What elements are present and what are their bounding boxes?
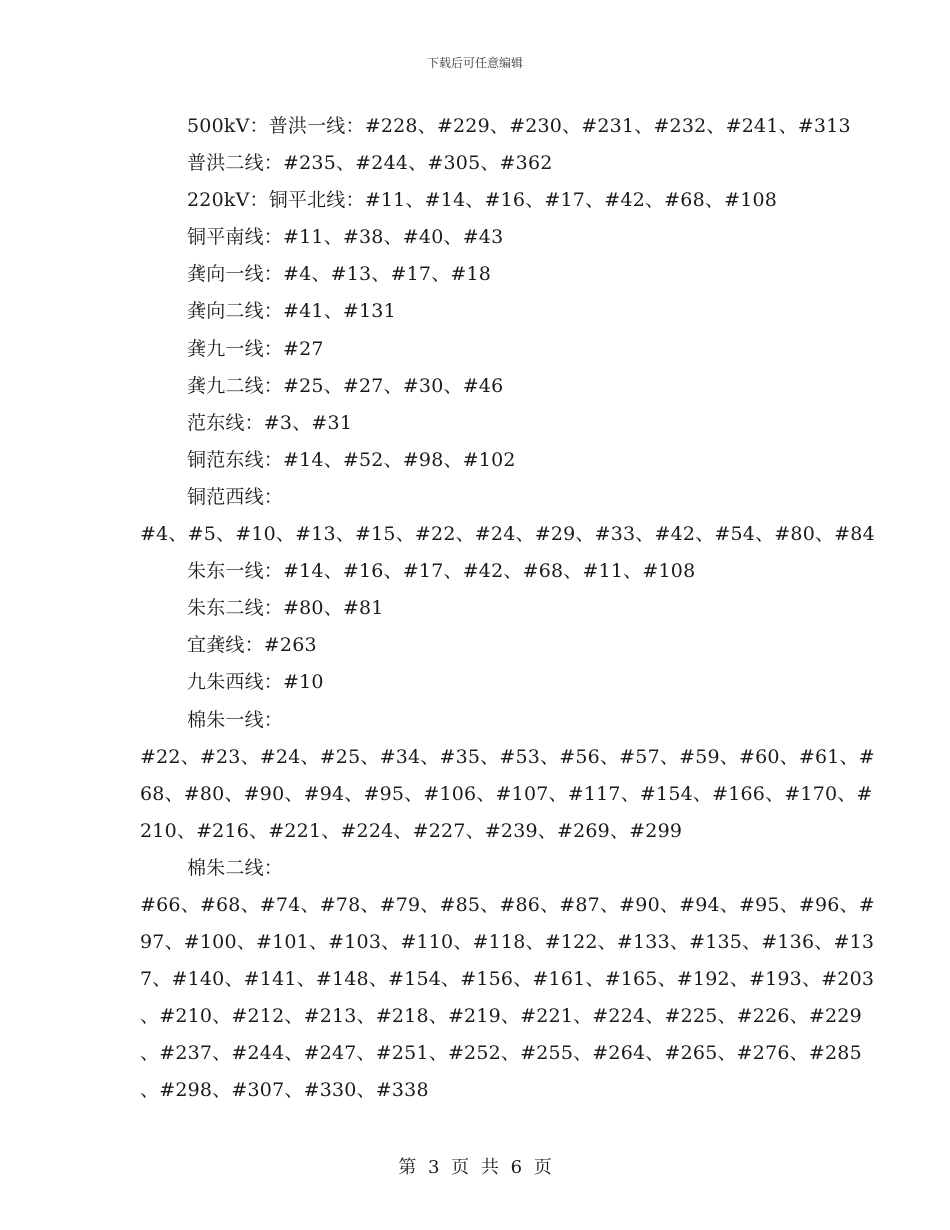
text-line: 铜平南线：#11、#38、#40、#43	[187, 226, 504, 249]
text-line: #4、#5、#10、#13、#15、#22、#24、#29、#33、#42、#54、#80、#84	[140, 523, 875, 546]
text-line: 龚九二线：#25、#27、#30、#46	[187, 374, 504, 397]
text-line: 铜范西线：	[187, 485, 284, 508]
text-line: 500kV：普洪一线：#228、#229、#230、#231、#232、#241、#313	[187, 115, 851, 137]
text-line: 220kV：铜平北线：#11、#14、#16、#17、#42、#68、#108	[187, 189, 778, 212]
text-line: 普洪二线：#235、#244、#305、#362	[187, 152, 553, 175]
text-line: 68、#80、#90、#94、#95、#106、#107、#117、#154、#166、#170、#	[140, 782, 873, 805]
page-header: 下载后可任意编辑	[426, 56, 523, 70]
text-line: 、#237、#244、#247、#251、#252、#255、#264、#265、#276、#285	[140, 1042, 862, 1065]
text-line: #66、#68、#74、#78、#79、#85、#86、#87、#90、#94、#95、#96、#	[140, 893, 875, 916]
text-line: 棉朱二线：	[187, 856, 284, 879]
text-line: 朱东二线：#80、#81	[187, 597, 384, 620]
text-line: 范东线：#3、#31	[187, 411, 353, 434]
text-line: #22、#23、#24、#25、#34、#35、#53、#56、#57、#59、#60、#61、#	[140, 745, 875, 768]
text-line: 龚向二线：#41、#131	[187, 300, 396, 323]
text-line: 宜龚线：#263	[187, 634, 317, 657]
text-line: 龚向一线：#4、#13、#17、#18	[187, 263, 492, 286]
text-line: 龚九一线：#27	[187, 337, 324, 360]
text-line: 棉朱一线：	[187, 708, 284, 731]
text-line: 铜范东线：#14、#52、#98、#102	[187, 448, 516, 471]
text-line: 朱东一线：#14、#16、#17、#42、#68、#11、#108	[187, 560, 696, 583]
document-body	[140, 108, 875, 1110]
text-line: 97、#100、#101、#103、#110、#118、#122、#133、#135、#136、#13	[140, 931, 875, 954]
text-line: 、#210、#212、#213、#218、#219、#221、#224、#225、#226、#229	[140, 1005, 862, 1028]
text-line: 210、#216、#221、#224、#227、#239、#269、#299	[140, 819, 683, 842]
text-line: 、#298、#307、#330、#338	[140, 1079, 429, 1102]
text-line: 7、#140、#141、#148、#154、#156、#161、#165、#192、#193、#203	[140, 968, 875, 991]
text-line: 九朱西线：#10	[187, 671, 324, 694]
page-number-footer: 第 3 页 共 6 页	[398, 1157, 552, 1178]
